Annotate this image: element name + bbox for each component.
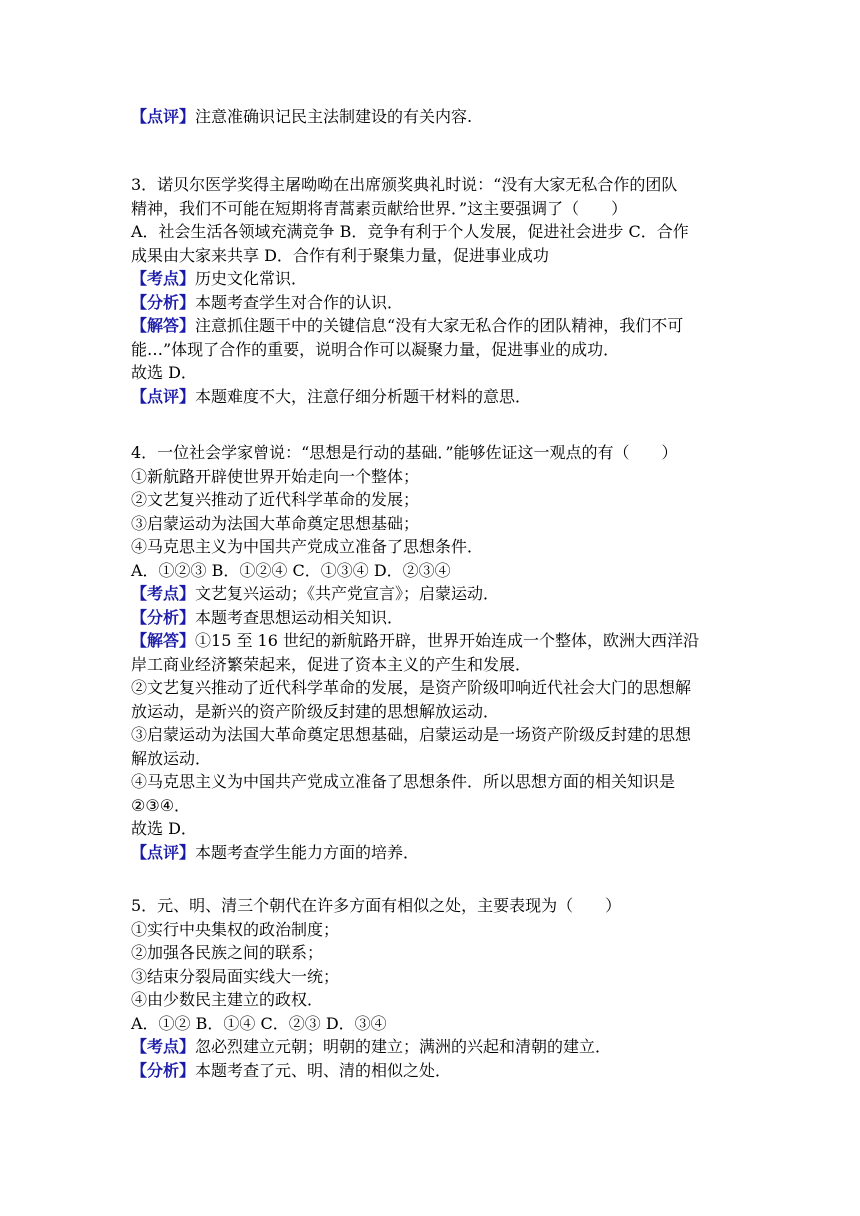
q4-stem: 4．一位社会学家曾说：“思想是行动的基础．”能够佐证这一观点的有（ ） [131,443,678,462]
q4-options: A．①②③ B．①②④ C．①③④ D．②③④ [131,561,451,580]
q4-item-3: ③启蒙运动为法国大革命奠定思想基础； [131,514,420,533]
q4-jieda-text-3: ②文艺复兴推动了近代科学革命的发展，是资产阶级叩响近代社会大门的思想解 [131,678,692,697]
q4-jieda-text-4: 放运动，是新兴的资产阶级反封建的思想解放运动． [131,702,500,721]
q4-item-4: ④马克思主义为中国共产党成立准备了思想条件． [131,537,484,556]
q4-jieda-text-8: ②③④． [131,796,191,815]
kaodian-tag: 【考点】 [131,584,196,603]
jieda-tag: 【解答】 [131,631,196,650]
q3-options-line-1: A．社会生活各领域充满竞争 B．竞争有利于个人发展，促进社会进步 C．合作 [131,222,689,241]
prev-question-comment [131,105,472,129]
q3-kaodian [131,267,307,291]
q3-answer: 故选 D． [131,363,197,382]
q4-item-1: ①新航路开辟使世界开始走向一个整体； [131,467,420,486]
q4-dianping [131,841,419,865]
q5-item-4: ④由少数民主建立的政权． [131,990,324,1009]
q3-dianping-text: 本题难度不大，注意仔细分析题干材料的意思． [195,387,532,406]
q5-fenxi-text: 本题考查了元、明、清的相似之处． [195,1061,452,1080]
q5-stem: 5．元、明、清三个朝代在许多方面有相似之处，主要表现为（ ） [131,896,622,915]
q3-stem-line-1: 3．诺贝尔医学奖得主屠呦呦在出席颁奖典礼时说：“没有大家无私合作的团队 [131,175,678,194]
kaodian-tag: 【考点】 [131,269,196,288]
q4-kaodian [131,582,499,606]
q3-options-line-2: 成果由大家来共享 D．合作有利于聚集力量，促进事业成功 [131,246,549,265]
comment-text: 注意准确识记民主法制建设的有关内容. [195,107,473,126]
comment-tag: 【点评】 [131,107,196,126]
q4-jieda-text-1: ①15 至 16 世纪的新航路开辟，世界开始连成一个整体，欧洲大西洋沿 [195,631,699,650]
q3-jieda [131,314,683,338]
q3-jieda-text-2: 能…”体现了合作的重要，说明合作可以凝聚力量，促进事业的成功． [131,340,620,359]
q3-kaodian-text: 历史文化常识． [195,269,308,288]
q3-stem-line-2: 精神，我们不可能在短期将青蒿素贡献给世界．”这主要强调了（ ） [131,199,628,218]
q5-kaodian [131,1035,611,1059]
q4-dianping-text: 本题考查学生能力方面的培养． [195,843,420,862]
q4-fenxi [131,606,403,630]
q5-item-2: ②加强各民族之间的联系； [131,943,324,962]
q4-answer: 故选 D． [131,819,197,838]
fenxi-tag: 【分析】 [131,293,196,312]
q4-jieda [131,629,699,653]
q4-fenxi-text: 本题考查思想运动相关知识． [195,608,404,627]
q4-jieda-text-7: ④马克思主义为中国共产党成立准备了思想条件．所以思想方面的相关知识是 [131,772,676,791]
kaodian-tag: 【考点】 [131,1037,196,1056]
q3-fenxi-text: 本题考查学生对合作的认识． [195,293,404,312]
q3-jieda-text-1: 注意抓住题干中的关键信息“没有大家无私合作的团队精神，我们不可 [195,316,684,335]
q3-dianping [131,385,531,409]
q4-jieda-text-5: ③启蒙运动为法国大革命奠定思想基础，启蒙运动是一场资产阶级反封建的思想 [131,725,692,744]
q5-item-1: ①实行中央集权的政治制度； [131,920,340,939]
q5-options: A．①② B．①④ C．②③ D．③④ [131,1014,387,1033]
q4-kaodian-text: 文艺复兴运动；《共产党宣言》；启蒙运动． [195,584,500,603]
q4-jieda-text-6: 解放运动． [131,749,212,768]
fenxi-tag: 【分析】 [131,608,196,627]
dianping-tag: 【点评】 [131,843,196,862]
q4-jieda-text-2: 岸工商业经济繁荣起来，促进了资本主义的产生和发展． [131,655,532,674]
q4-item-2: ②文艺复兴推动了近代科学革命的发展； [131,490,420,509]
q3-fenxi [131,291,403,315]
q5-fenxi [131,1059,451,1083]
q5-kaodian-text: 忽必烈建立元朝；明朝的建立；满洲的兴起和清朝的建立． [195,1037,612,1056]
q5-item-3: ③结束分裂局面实线大一统； [131,967,340,986]
dianping-tag: 【点评】 [131,387,196,406]
fenxi-tag: 【分析】 [131,1061,196,1080]
jieda-tag: 【解答】 [131,316,196,335]
